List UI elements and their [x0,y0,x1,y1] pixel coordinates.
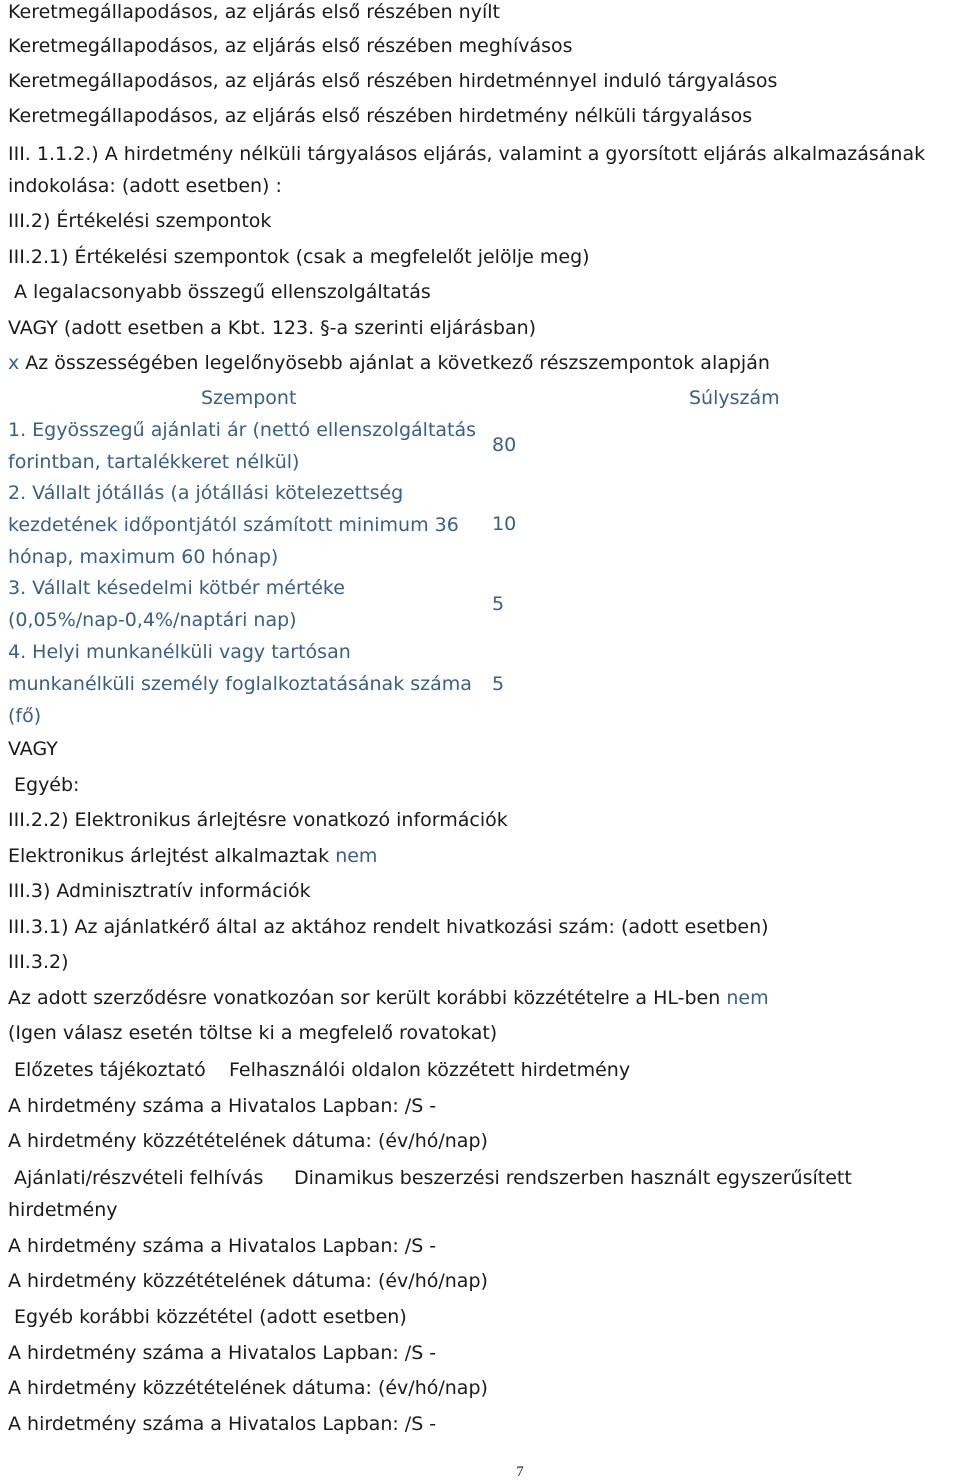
criteria-header-weight: Súlyszám [689,387,780,409]
criteria-row-4-line-1: 4. Helyi munkanélküli vagy tartósan [8,641,351,663]
other-publication-notice-date: A hirdetmény közzétételének dátuma: (év/hó/nap) [8,1377,488,1399]
criteria-row-3-line-2: (0,05%/nap-0,4%/naptári nap) [8,609,297,631]
criteria-row-2-line-2: kezdetének időpontjától számított minimum 36 [8,514,459,536]
prior-publication-answer: nem [726,987,769,1009]
section-1-1-2-text: A hirdetmény nélküli tárgyalásos eljárás, valamint a gyorsított eljárás alkalmazásának [104,143,926,165]
prior-info-label: Előzetes tájékoztató [14,1059,206,1081]
criteria-row-2-line-3: hónap, maximum 60 hónap) [8,546,279,568]
or-label: VAGY [8,738,58,760]
best-value-option [8,351,770,375]
criteria-row-4-line-3: (fő) [8,705,42,727]
page-number: 7 [516,1464,524,1480]
other-publication-notice-number-2: A hirdetmény száma a Hivatalos Lapban: /S - [8,1413,437,1435]
section-3-title: III.3) Adminisztratív információk [8,880,311,902]
prior-info-notice-date: A hirdetmény közzétételének dátuma: (év/hó/nap) [8,1130,488,1152]
criteria-row-1-weight: 80 [492,434,517,456]
or-kbt-line: VAGY (adott esetben a Kbt. 123. §-a szerinti eljárásban) [8,317,537,339]
other-label: Egyéb: [14,774,80,796]
procedure-type-restricted: Keretmegállapodásos, az eljárás első részében meghívásos [8,35,573,57]
criteria-row-2-weight: 10 [492,513,517,535]
section-1-1-2-text-cont: indokolása: (adott esetben) : [8,175,282,197]
criteria-row-3-weight: 5 [492,593,505,615]
section-2-2-title: III.2.2) Elektronikus árlejtésre vonatkozó információk [8,809,508,831]
prior-info-notice-number: A hirdetmény száma a Hivatalos Lapban: /S - [8,1095,437,1117]
criteria-row-4-weight: 5 [492,673,505,695]
invitation-label: Ajánlati/részvételi felhívás [14,1167,264,1189]
section-2-1-title: III.2.1) Értékelési szempontok (csak a megfelelőt jelölje meg) [8,246,590,268]
prior-publication-question-text: Az adott szerződésre vonatkozóan sor került korábbi közzétételre a HL-ben [8,987,721,1009]
criteria-row-1-line-2: forintban, tartalékkeret nélkül) [8,451,300,473]
section-2-title: III.2) Értékelési szempontok [8,210,272,232]
section-3-2-title: III.3.2) [8,951,69,973]
dps-notice-label: Dinamikus beszerzési rendszerben használt egyszerűsített [294,1167,852,1189]
prior-publication-question [8,986,769,1010]
other-publication-notice-number: A hirdetmény száma a Hivatalos Lapban: /S - [8,1342,437,1364]
criteria-row-1-line-1: 1. Egyösszegű ajánlati ár (nettó ellenszolgáltatás [8,419,477,441]
section-1-1-2-number: III. 1.1.2.) [8,143,99,165]
invitation-notice-date: A hirdetmény közzétételének dátuma: (év/hó/nap) [8,1270,488,1292]
eauction-question [8,844,377,868]
procedure-type-negotiated-without-notice: Keretmegállapodásos, az eljárás első részében hirdetmény nélküli tárgyalásos [8,105,753,127]
best-value-text: Az összességében legelőnyösebb ajánlat a következő részszempontok alapján [25,352,770,374]
eauction-question-text: Elektronikus árlejtést alkalmaztak [8,845,330,867]
section-3-1-title: III.3.1) Az ajánlatkérő által az aktához rendelt hivatkozási szám: (adott esetben) [8,916,769,938]
criteria-row-4-line-2: munkanélküli személy foglalkoztatásának száma [8,673,472,695]
best-value-checkmark: x [8,352,20,374]
criteria-header-criterion: Szempont [201,387,297,409]
lowest-price-option: A legalacsonyabb összegű ellenszolgáltatás [14,281,431,303]
eauction-answer: nem [335,845,378,867]
buyer-profile-notice-label: Felhasználói oldalon közzétett hirdetmény [229,1059,631,1081]
procedure-type-negotiated-with-notice: Keretmegállapodásos, az eljárás első részében hirdetménnyel induló tárgyalásos [8,70,778,92]
section-1-1-2-heading [8,142,925,166]
dps-notice-label-cont: hirdetmény [8,1199,118,1221]
invitation-notice-number: A hirdetmény száma a Hivatalos Lapban: /S - [8,1235,437,1257]
other-publication-label: Egyéb korábbi közzététel (adott esetben) [14,1306,407,1328]
criteria-row-2-line-1: 2. Vállalt jótállás (a jótállási kötelezettség [8,482,404,504]
prior-publication-note: (Igen válasz esetén töltse ki a megfelelő rovatokat) [8,1022,498,1044]
procedure-type-open: Keretmegállapodásos, az eljárás első részében nyílt [8,1,500,23]
criteria-row-3-line-1: 3. Vállalt késedelmi kötbér mértéke [8,577,345,599]
